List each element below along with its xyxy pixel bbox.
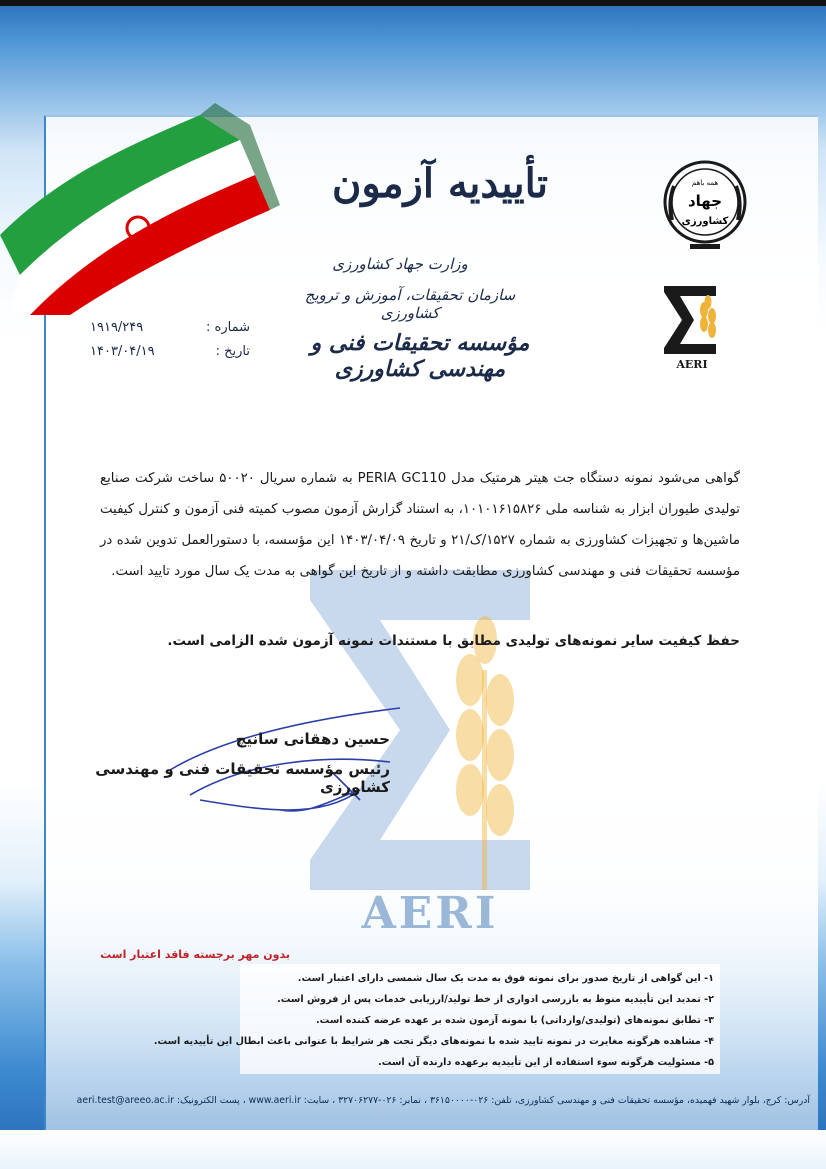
aeri-logo-icon <box>660 282 724 372</box>
number-value: ۱۹۱۹/۲۴۹ <box>90 320 144 335</box>
watermark-text: AERI <box>361 888 499 939</box>
svg-text:AERI: AERI <box>676 358 708 371</box>
notes-list <box>153 964 720 1074</box>
number-row <box>90 320 250 335</box>
page-title: تأییدیه آزمون <box>332 160 548 207</box>
certificate-body <box>100 463 740 587</box>
svg-text:همه باهم: همه باهم <box>691 179 719 187</box>
note-item: ۳- تطابق نمونه‌های (تولیدی/وارداتی) با نمونه آزمون شده بر عهده عرضه کننده است. <box>316 1015 714 1026</box>
certificate-paragraph: گواهی می‌شود نمونه دستگاه جت هیتر هرمتیک مدل PERIA GC110 به شماره سریال ۵۰۰۲۰ ساخت شرکت صنایع تولیدی طیوران ابزار به شناسه ملی ۱۰۱۰۱۶۱۵۸۲۶، به استناد گزارش آزمون مصوب کمیته فنی آزمون و کنترل کیفیت ماشین‌ها و تجهیزات کشاورزی به شماره ۱۵۲۷/ک/۲۱ و تاریخ ۱۴۰۳/۰۴/۰۹ این مؤسسه، با دستورالعمل تدوین شده در مؤسسه تحقیقات فنی و مهندسی کشاورزی مطابقت داشته و از تاریخ این گواهی به مدت یک سال مورد تایید است. <box>100 471 741 579</box>
svg-text:کشاورزی: کشاورزی <box>681 216 729 227</box>
signatory-title: رئیس مؤسسه تحقیقات فنی و مهندسی کشاورزی <box>95 760 390 796</box>
iran-flag-ribbon <box>0 85 280 315</box>
note-item: ۵- مسئولیت هرگونه سوء استفاده از این تأییدیه برعهده دارنده آن است. <box>378 1057 714 1068</box>
no-stamp-warning: بدون مهر برجسته فاقد اعتبار است <box>100 948 290 961</box>
note-item: ۴- مشاهده هرگونه مغایرت در نمونه تایید شده با نمونه‌های دیگر تحت هر شرایط با عنوانی باعث ابطال این تأییدیه است. <box>153 1036 714 1047</box>
svg-text:جهاد: جهاد <box>687 192 723 210</box>
date-row <box>90 344 250 359</box>
ministry-name: وزارت جهاد کشاورزی <box>332 255 468 273</box>
quality-statement: حفظ کیفیت سایر نمونه‌های تولیدی مطابق با مستندات نمونه آزمون شده الزامی است. <box>167 633 740 649</box>
date-value: ۱۴۰۳/۰۴/۱۹ <box>90 344 155 359</box>
bottom-strip <box>0 1130 826 1169</box>
institute-name: مؤسسه تحقیقات فنی و مهندسی کشاورزی <box>310 330 530 382</box>
note-item: ۱- این گواهی از تاریخ صدور برای نمونه فوق به مدت یک سال شمسی دارای اعتبار است. <box>297 973 714 984</box>
jahad-keshavarzi-logo-icon <box>660 150 750 260</box>
number-label: شماره : <box>206 320 250 335</box>
note-item: ۲- تمدید این تأییدیه منوط به بازرسی ادواری از خط تولید/ارزیابی خدمات پس از فروش است. <box>277 994 714 1005</box>
date-label: تاریخ : <box>215 344 250 359</box>
footer-address: آدرس: کرج، بلوار شهید فهمیده، مؤسسه تحقیقات فنی و مهندسی کشاورزی، تلفن: ۰۲۶-۳۶۱۵۰۰۰۰ ، نمابر: ۰۲۶-۳۲۷۰۶۲۷۷ ، سایت: www.aeri.ir ، پست الکترونیک: aeri.test@areeo.ac.ir <box>76 1095 810 1106</box>
signatory-name: حسین دهقانی سانیچ <box>235 730 390 748</box>
top-border <box>0 0 826 6</box>
organization-name: سازمان تحقیقات، آموزش و ترویج کشاورزی <box>304 286 516 322</box>
